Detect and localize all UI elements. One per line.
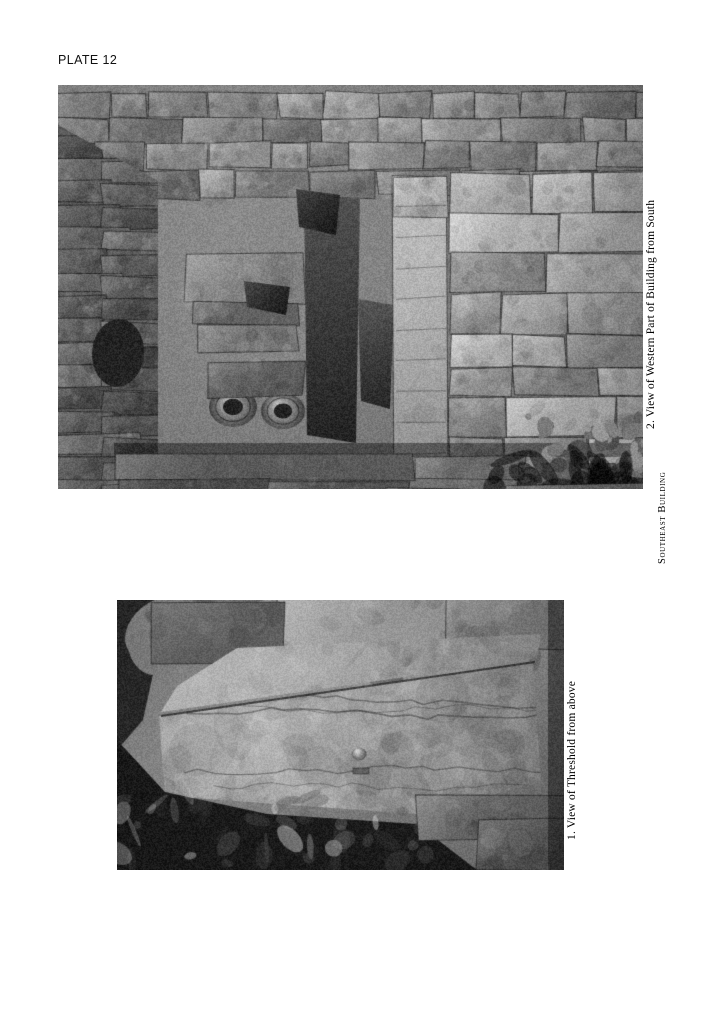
section-heading: Southeast Building <box>657 471 668 564</box>
figure-image-1 <box>117 600 564 870</box>
photograph-western-part-of-building <box>58 85 643 489</box>
figure-caption-1: 1. View of Threshold from above <box>566 680 578 840</box>
photograph-threshold-from-above <box>117 600 564 870</box>
figure-caption-2: 2. View of Western Part of Building from South <box>645 199 657 429</box>
plate-label: PLATE 12 <box>58 53 118 67</box>
figure-image-2 <box>58 85 643 489</box>
